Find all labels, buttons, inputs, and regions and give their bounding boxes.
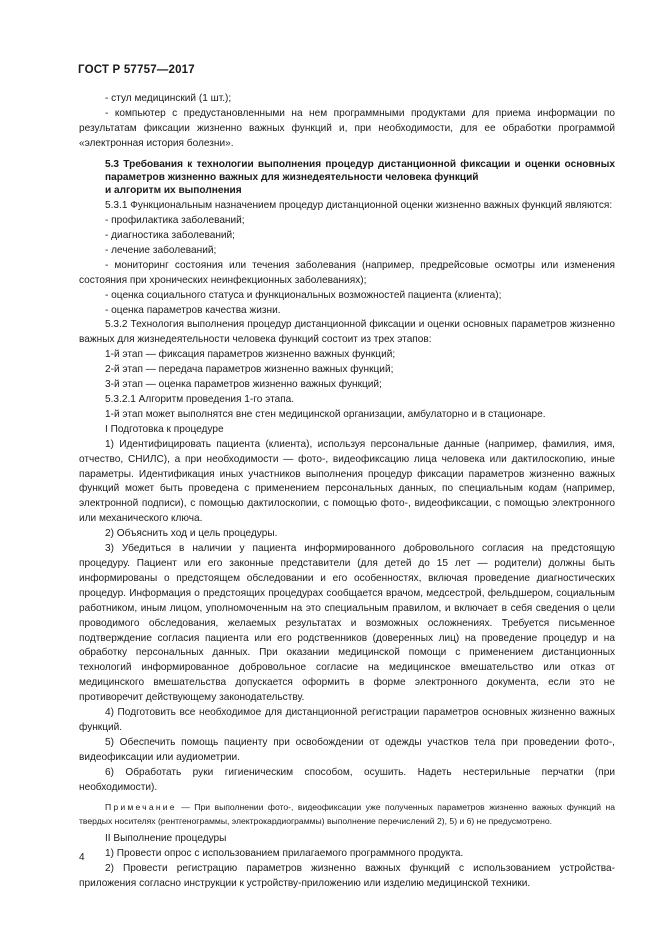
list-item: - оценка социального статуса и функциональных возможностей пациента (клиента);: [105, 289, 502, 301]
document-header: ГОСТ Р 57757—2017: [78, 64, 195, 76]
list-item: - оценка параметров качества жизни.: [105, 304, 281, 316]
paragraph: 3) Убедиться в наличии у пациента информированного добровольного согласия на предстоящую процедуру. Пациент или его законные представители (для детей до 15 лет — родители) должны быть информированы о предстоящем обследовании и его особенностях, включая проведение диагностических процедур. Информация о предстоящих процедурах сообщается врачом, медсестрой, фельдшером, социальным работником, иным лицом, уполномоченным на это специальным правилом, и включает в себя сведения о цели проводимого обследования, желаемых результатах и возможных осложнениях. Требуется письменное подтверждение согласия пациента или его родственников (доверенных лиц) на проведение процедур и на обработку персональных данных. При оказании медицинской помощи с применением дистанционных технологий информированное добровольное согласие на медицинское вмешательство или отказ от медицинского вмешательства допускается оформить в форме электронного документа, если это не противоречит действующему законодательству.: [79, 543, 615, 704]
paragraph: 1) Идентифицировать пациента (клиента), используя персональные данные (например, фамилия, имя, отчество, СНИЛС), а при необходимости — фото-, видеофиксацию лица человека или дактилоскопию, иные параметры. Идентификация иных участников выполнения процедур фиксации параметров жизненно важных функций может быть проведена с применением персональных данных, по специальным кодам (например, электронной подписи), с помощью дактилоскопии, с помощью фото-, видеофиксации, с помощью электронного или механического ключа.: [79, 438, 615, 525]
note: [79, 801, 615, 827]
paragraph: 5.3.2.1 Алгоритм проведения 1-го этапа.: [105, 394, 295, 406]
paragraph: 4) Подготовить все необходимое для дистанционной регистрации параметров основных жизненно важных функций.: [79, 707, 615, 733]
paragraph: 5.3.1 Функциональным назначением процедур дистанционной оценки жизненно важных функций являются:: [105, 200, 613, 212]
paragraph: 1-й этап может выполнятся вне стен медицинской организации, амбулаторно и в стационаре.: [105, 408, 546, 420]
subheading: II Выполнение процедуры: [105, 832, 227, 844]
section-heading: 5.3 Требования к технологии выполнения процедур дистанционной фиксации и оценки основных параметров жизненно важных для жизнедеятельности человека функций и алгоритм их выполнения: [105, 158, 615, 197]
paragraph: 5.3.2 Технология выполнения процедур дистанционной фиксации и оценки основных параметров жизненно важных для жизнедеятельности человека функций состоит из трех этапов:: [79, 319, 615, 346]
note-label: Примечание: [105, 802, 177, 813]
list-item: - лечение заболеваний;: [105, 244, 217, 256]
list-item: - диагностика заболеваний;: [105, 230, 235, 242]
paragraph: 2) Провести регистрацию параметров жизненно важных функций с использованием устройства-приложения согласно инструкции к устройству-приложению или изделию медицинской техники.: [79, 862, 615, 889]
list-item: - мониторинг состояния или течения заболевания (например, предрейсовые осмотры или изменения состояния при хронических неинфекционных заболеваниях);: [79, 259, 615, 286]
paragraph: 6) Обработать руки гигиеническим способом, осушить. Надеть нестерильные перчатки (при необходимости).: [79, 766, 615, 793]
list-item: - компьютер с предустановленными на нем программными продуктами для приема информации по результатам фиксации жизненно важных функций и, при необходимости, для ее обработки программой «электронная история болезни».: [79, 107, 615, 149]
paragraph: 1) Провести опрос с использованием прилагаемого программного продукта.: [105, 847, 464, 859]
paragraph: 2) Объяснить ход и цель процедуры.: [105, 528, 278, 540]
subheading: I Подготовка к процедуре: [105, 423, 224, 435]
list-item: 2-й этап — передача параметров жизненно важных функций;: [105, 364, 394, 376]
document-body: [79, 92, 615, 892]
paragraph: 5) Обеспечить помощь пациенту при освобождении от одежды участков тела при проведении фото-, видеофиксации или аудиометрии.: [79, 736, 615, 763]
note-text: — При выполнении фото-, видеофиксации уже полученных параметров жизненно важных функций на твердых носителях (рентгенограммы, электрокардиограммы) выполнение перечислений 2), 5) и 6) не предусмотрено.: [79, 802, 615, 826]
list-item: - стул медицинский (1 шт.);: [105, 93, 232, 104]
list-item: - профилактика заболеваний;: [105, 215, 245, 227]
list-item: 1-й этап — фиксация параметров жизненно важных функций;: [105, 349, 396, 361]
list-item: 3-й этап — оценка параметров жизненно важных функций;: [105, 379, 382, 391]
page-number: 4: [79, 852, 85, 863]
